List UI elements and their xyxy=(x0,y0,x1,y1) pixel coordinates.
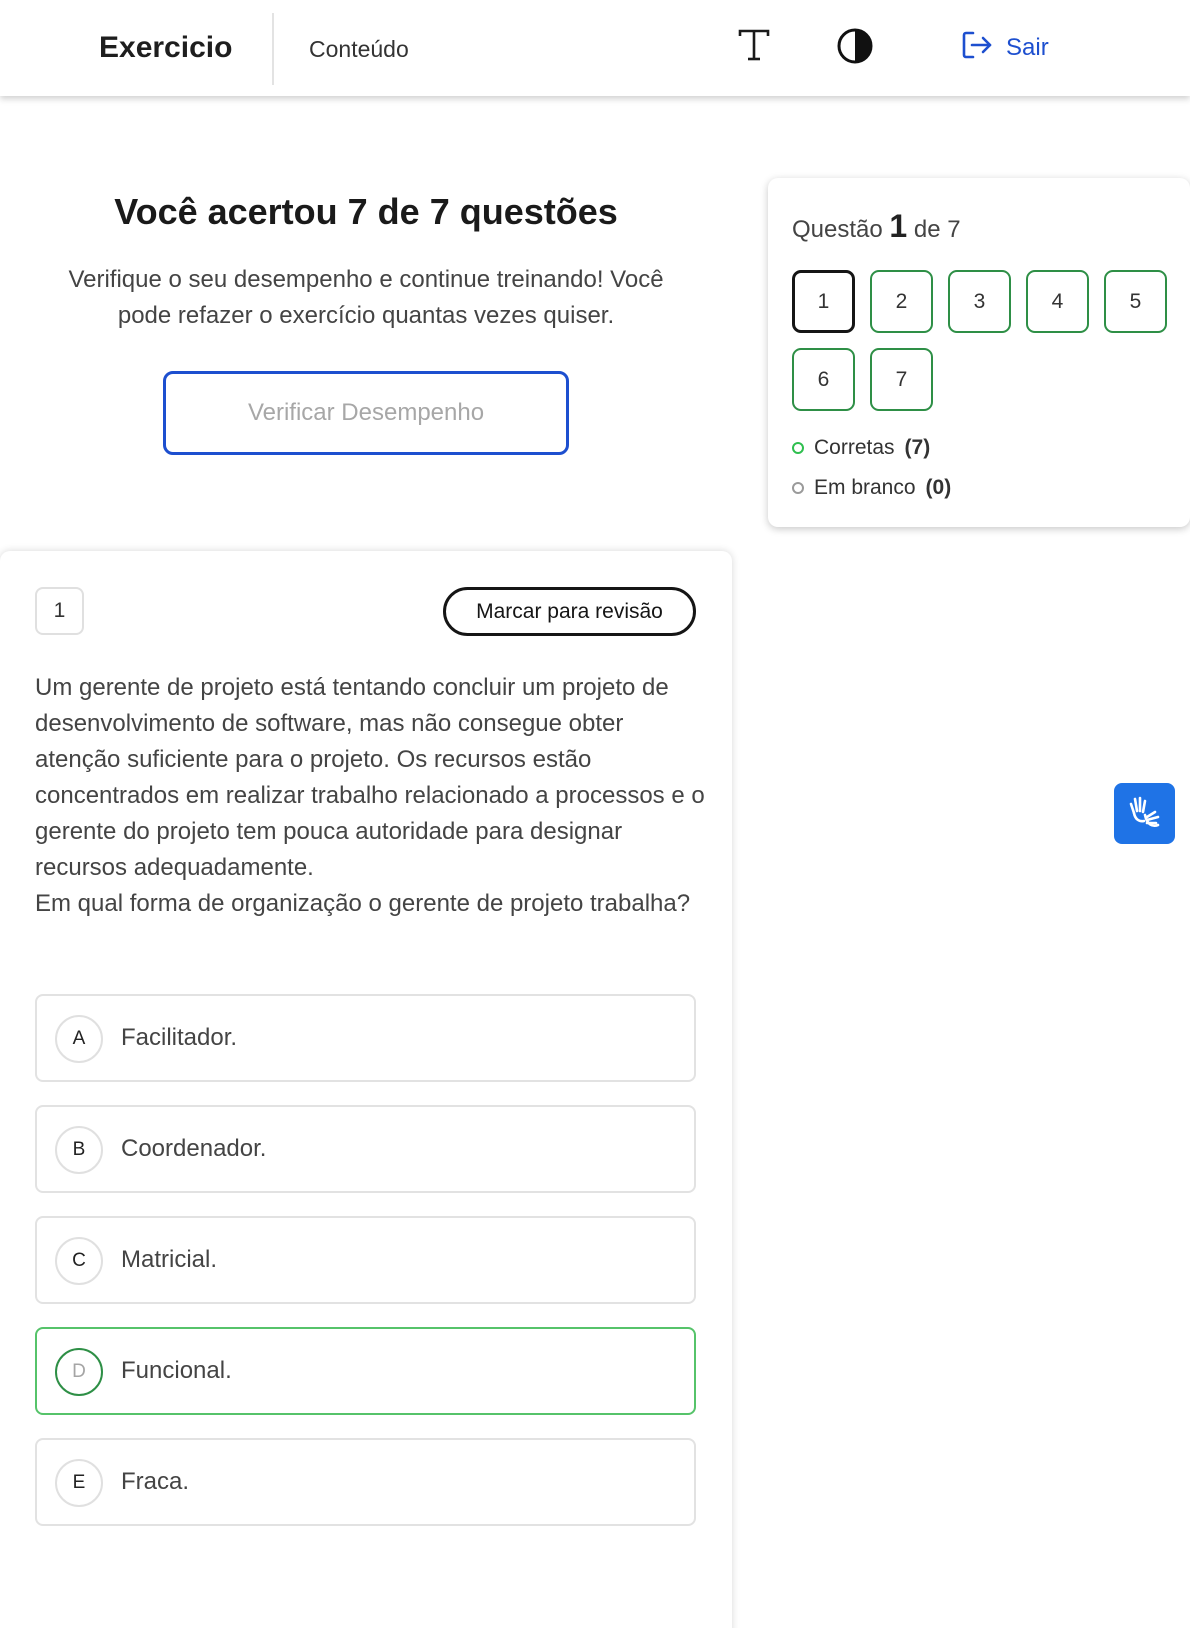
question-card xyxy=(0,551,732,1628)
brand-title[interactable]: Exercicio xyxy=(99,31,233,64)
question-prefix: Questão xyxy=(792,216,883,243)
answer-option[interactable] xyxy=(35,1327,696,1415)
logout-icon xyxy=(960,28,994,69)
legend-blank-count: (0) xyxy=(925,476,952,499)
header-divider xyxy=(272,13,274,85)
question-number-badge: 1 xyxy=(35,587,84,635)
top-bar xyxy=(0,0,1190,96)
blank-dot-icon xyxy=(792,482,804,494)
option-letter: D xyxy=(55,1348,103,1396)
question-nav-button[interactable]: 6 xyxy=(792,348,855,411)
legend-correct xyxy=(792,434,930,462)
option-letter: E xyxy=(55,1459,103,1507)
option-text: Facilitador. xyxy=(121,1024,238,1051)
option-letter: C xyxy=(55,1237,103,1285)
option-letter: B xyxy=(55,1126,103,1174)
legend-correct-label: Corretas xyxy=(814,436,895,459)
result-subtitle: Verifique o seu desempenho e continue treinando! Você pode refazer o exercício quantas vezes quiser. xyxy=(68,266,664,329)
mark-for-review-button[interactable]: Marcar para revisão xyxy=(443,587,696,636)
question-total: de 7 xyxy=(913,216,961,243)
option-text: Matricial. xyxy=(121,1246,218,1273)
question-counter xyxy=(792,208,961,248)
legend-blank xyxy=(792,474,951,502)
sign-language-icon xyxy=(1125,791,1165,836)
question-navigator xyxy=(768,178,1190,527)
answer-option[interactable] xyxy=(35,1105,696,1193)
contrast-icon[interactable] xyxy=(836,26,874,66)
option-text: Coordenador. xyxy=(121,1135,267,1162)
verify-performance-button[interactable]: Verificar Desempenho xyxy=(163,371,569,455)
sign-language-button[interactable] xyxy=(1114,783,1175,844)
question-nav-button[interactable]: 4 xyxy=(1026,270,1089,333)
question-nav-button[interactable]: 5 xyxy=(1104,270,1167,333)
legend-blank-label: Em branco xyxy=(814,476,916,499)
question-nav-button[interactable]: 2 xyxy=(870,270,933,333)
question-nav-button[interactable]: 7 xyxy=(870,348,933,411)
answer-option[interactable] xyxy=(35,1216,696,1304)
question-prompt: Em qual forma de organização o gerente de projeto trabalha? xyxy=(35,890,691,917)
question-nav-button[interactable]: 3 xyxy=(948,270,1011,333)
question-grid xyxy=(792,270,1172,411)
option-text: Funcional. xyxy=(121,1357,232,1384)
option-letter: A xyxy=(55,1015,103,1063)
text-size-icon[interactable] xyxy=(736,26,772,66)
answer-options xyxy=(35,994,696,1549)
correct-dot-icon xyxy=(792,442,804,454)
question-nav-button[interactable]: 1 xyxy=(792,270,855,333)
answer-option[interactable] xyxy=(35,1438,696,1526)
question-statement: Um gerente de projeto está tentando concluir um projeto de desenvolvimento de software, mas não consegue obter atenção suficiente para o projeto. Os recursos estão concentrados em realizar trabalho relacionado a processos e o gerente do projeto tem pouca autoridade para designar recursos adequadamente. xyxy=(35,674,705,881)
result-title: Você acertou 7 de 7 questões xyxy=(114,191,618,232)
option-text: Fraca. xyxy=(121,1468,190,1495)
logout-button[interactable] xyxy=(960,30,1049,66)
current-question: 1 xyxy=(889,208,908,244)
answer-option[interactable] xyxy=(35,994,696,1082)
question-text xyxy=(35,670,707,922)
legend-correct-count: (7) xyxy=(904,436,931,459)
logout-label: Sair xyxy=(1006,34,1049,61)
nav-content-link[interactable]: Conteúdo xyxy=(309,36,409,62)
